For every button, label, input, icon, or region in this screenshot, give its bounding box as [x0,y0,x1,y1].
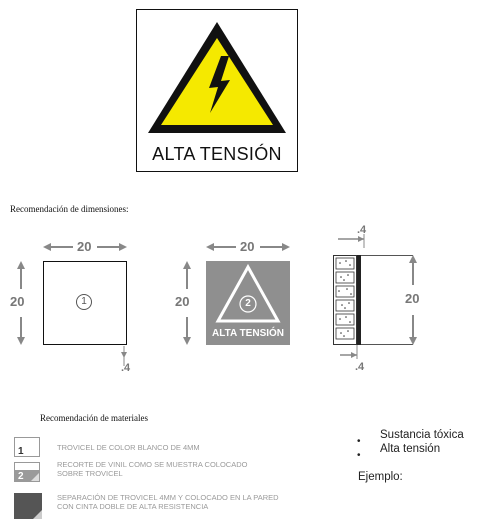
height-dimension-2 [173,261,193,345]
swatch-top-strip [15,463,39,470]
material-swatch-dark [14,493,42,519]
material-swatch-gray [14,462,40,482]
width-dimension-1 [43,240,127,254]
material-text-2: RECORTE DE VINIL COMO SE MUESTRA COLOCADO SOBRE TROVICEL [57,460,248,478]
thickness-label-top: .4 [357,224,367,236]
material-text-3: SEPARACIÓN DE TROVICEL 4MM Y COLOCADO EN LA PARED CON CINTA DOBLE DE ALTA RESISTENCIA [57,493,279,511]
side-view-panel [333,255,357,345]
thickness-label-bottom: .4 [355,361,365,373]
swatch-corner-icon [33,510,42,519]
thickness-label-1: .4 [121,362,131,374]
width-label-2: 20 [240,239,255,254]
height-label-2: 20 [175,294,190,309]
width-dimension-2 [206,240,290,254]
dimension-square-vinyl [206,261,290,345]
height-label-1: 20 [10,294,25,309]
materials-heading: Recomendación de materiales [40,413,148,423]
bullet-item-1: Sustancia tóxica [380,429,464,441]
swatch-corner-icon [31,473,39,481]
warning-triangle-outline-icon [206,261,290,327]
layer-badge-1: 1 [76,294,92,310]
material-number-1: 1 [18,446,24,457]
sign-caption: ALTA TENSIÓN [152,144,282,164]
texture-pattern-icon [334,256,356,344]
high-voltage-warning-icon [137,10,297,142]
material-text-1: TROVICEL DE COLOR BLANCO DE 4MM [57,443,200,452]
vinyl-caption: ALTA TENSIÓN [211,328,285,339]
height-dimension-3 [400,255,426,345]
dimensions-heading: Recomendación de dimensiones: [10,204,129,214]
layer-badge-2: 2 [245,298,251,309]
bullet-dot-2: • [357,450,361,461]
high-voltage-sign [136,9,298,172]
height-label-3: 20 [405,291,420,306]
dimension-square-blank [43,261,127,345]
material-swatch-white [14,437,40,457]
width-label-1: 20 [77,239,92,254]
bullet-dot-1: • [357,436,361,447]
height-dimension-1 [10,261,30,345]
bullet-item-2: Alta tensión [380,443,441,455]
material-number-2: 2 [18,471,24,482]
example-label: Ejemplo: [358,471,403,483]
